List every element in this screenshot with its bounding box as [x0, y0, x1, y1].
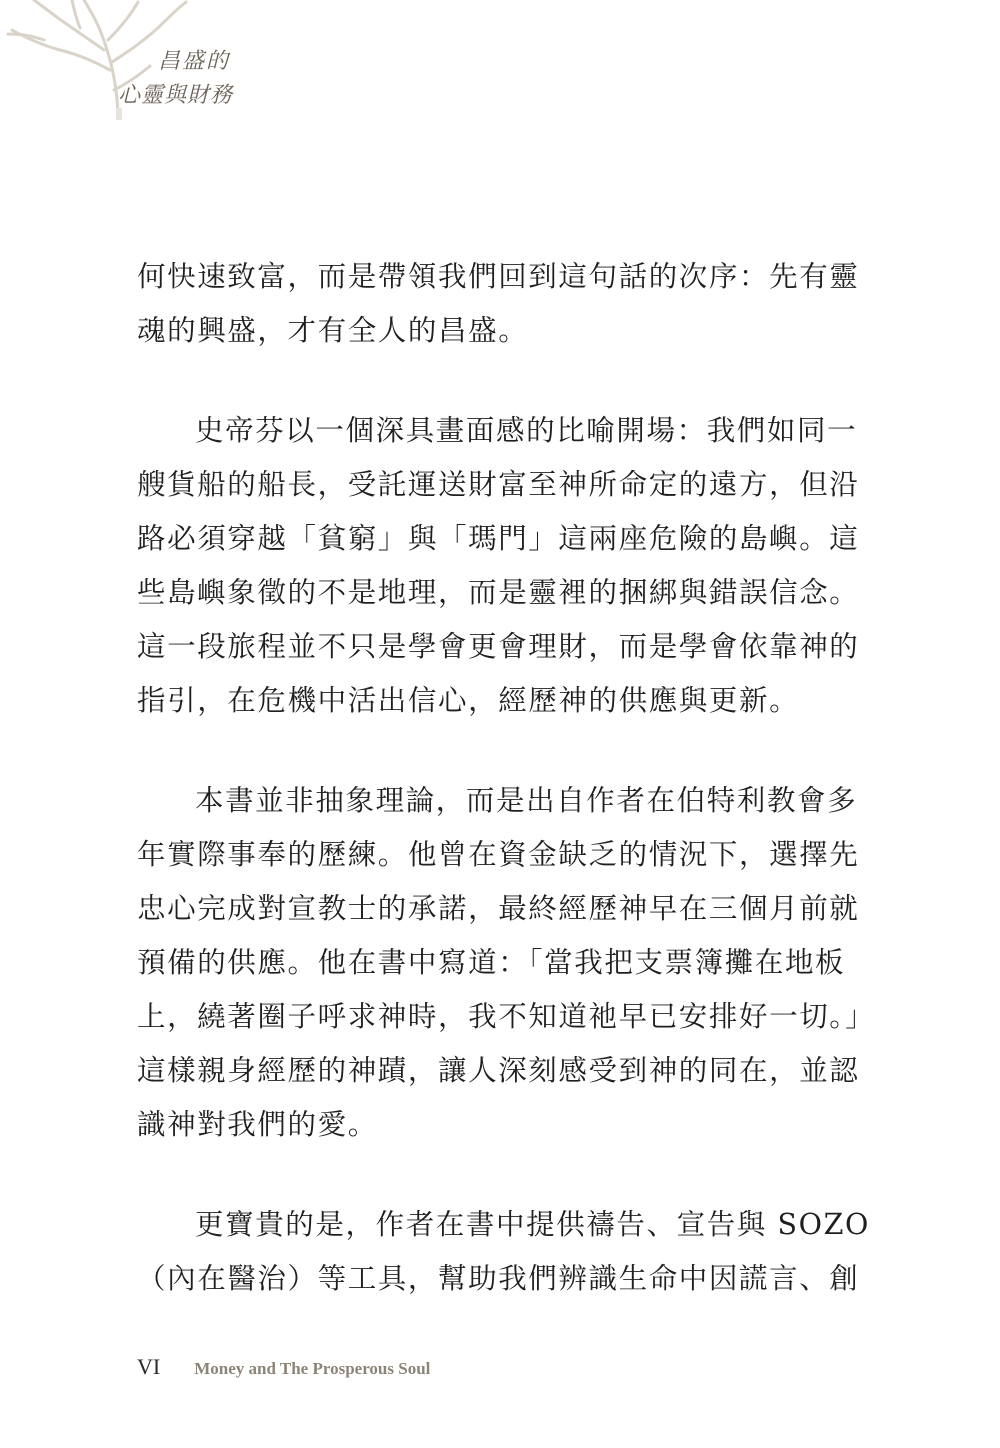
footer-book-title: Money and The Prosperous Soul — [194, 1359, 431, 1378]
paragraph-4 — [137, 1198, 871, 1306]
page-number: VI — [137, 1354, 161, 1379]
text-line: 史帝芬以一個深具畫面感的比喻開場：我們如同一 — [195, 414, 858, 447]
text-line: 路必須穿越「貧窮」與「瑪門」這兩座危險的島嶼。這 — [137, 522, 860, 555]
text-line: 忠心完成對宣教士的承諾，最終經歷神早在三個月前就 — [137, 892, 860, 925]
text-line: 識神對我們的愛。 — [137, 1108, 378, 1141]
text-line: 何快速致富，而是帶領我們回到這句話的次序：先有靈 — [137, 260, 860, 293]
running-head-line1: 昌盛的 — [158, 49, 231, 74]
text-line: 指引，在危機中活出信心，經歷神的供應與更新。 — [137, 684, 800, 717]
text-line: 本書並非抽象理論，而是出自作者在伯特利教會多 — [195, 784, 858, 817]
text-line: 這一段旅程並不只是學會更會理財，而是學會依靠神的 — [137, 630, 860, 663]
text-line: 些島嶼象徵的不是地理，而是靈裡的捆綁與錯誤信念。 — [137, 576, 860, 609]
text-line: 魂的興盛，才有全人的昌盛。 — [137, 314, 529, 347]
text-line: （內在醫治）等工具，幫助我們辨識生命中因謊言、創 — [137, 1262, 860, 1295]
text-line: 更寶貴的是，作者在書中提供禱告、宣告與 SOZO — [195, 1208, 871, 1241]
text-line: 這樣親身經歷的神蹟，讓人深刻感受到神的同在，並認 — [137, 1054, 860, 1087]
text-line: 艘貨船的船長，受託運送財富至神所命定的遠方，但沿 — [137, 468, 860, 501]
text-line: 上，繞著圈子呼求神時，我不知道祂早已安排好一切。」 — [137, 1000, 876, 1033]
paragraph-2 — [137, 404, 860, 728]
paragraph-3 — [137, 774, 876, 1152]
text-line: 預備的供應。他在書中寫道：「當我把支票簿攤在地板 — [137, 946, 846, 979]
running-head-line2: 心靈與財務 — [118, 83, 234, 108]
paragraph-1 — [137, 250, 860, 358]
page-footer — [137, 1354, 430, 1384]
body-text — [137, 250, 876, 1352]
running-head — [118, 44, 238, 114]
text-line: 年實際事奉的歷練。他曾在資金缺乏的情況下，選擇先 — [137, 838, 860, 871]
